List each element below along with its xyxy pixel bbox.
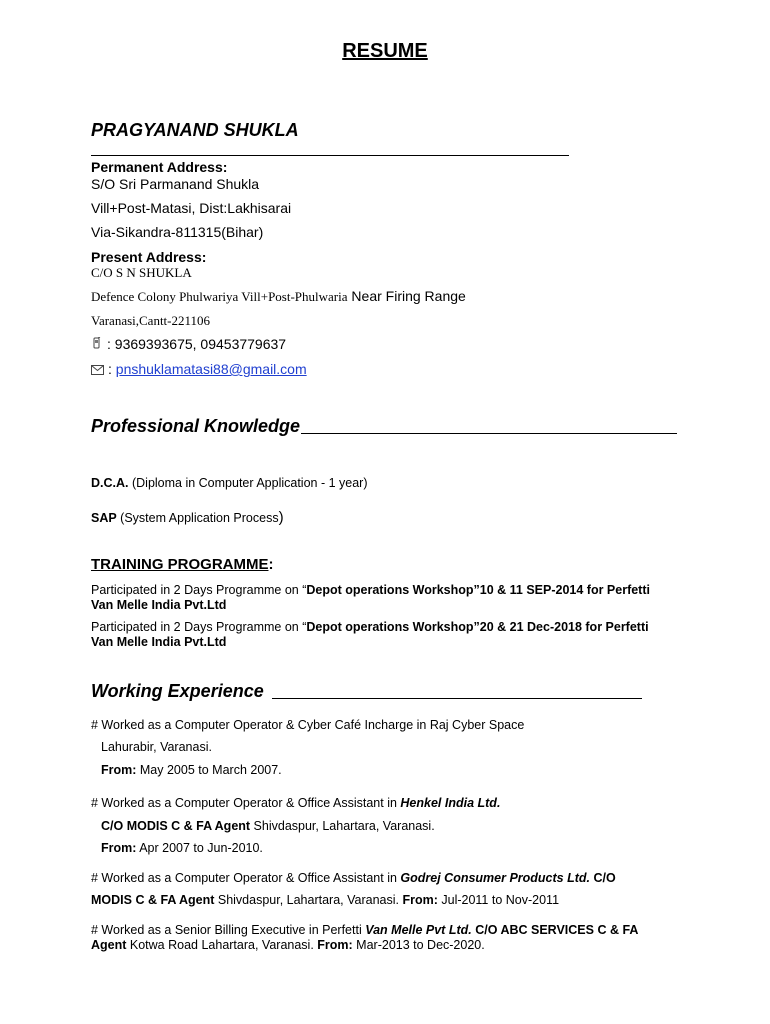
training-item-bold: Depot operations Workshop”20 & 21 Dec-2018 for Perfetti [306,620,649,634]
job-location: Shivdaspur, Lahartara, Varanasi. [250,819,435,833]
training-item-pre: Participated in 2 Days Programme on “ [91,583,307,597]
training-item-bold: Depot operations Workshop”10 & 11 SEP-2014 for Perfetti [306,583,650,597]
job-location: Shivdaspur, Lahartara, Varanasi. [214,893,403,907]
job-line [91,871,616,885]
job-company: Henkel India Ltd. [400,796,501,810]
present-address-line-rest: Near Firing Range [347,288,466,304]
knowledge-abbr: SAP [91,511,117,525]
permanent-address-line: S/O Sri Parmanand Shukla [91,176,260,192]
section-rule [272,698,642,699]
training-heading [91,556,274,573]
present-address-label: Present Address: [91,249,207,265]
job-company: Van Melle Pvt Ltd. [365,923,472,937]
knowledge-item [91,476,368,490]
knowledge-desc: (Diploma in Computer Application - 1 year) [128,476,368,490]
job-dates [101,763,282,777]
name-divider [91,155,569,156]
resume-title: RESUME [342,40,428,62]
from-value: May 2005 to March 2007. [136,763,282,777]
job-line: # Worked as a Computer Operator & Cyber Café Incharge in Raj Cyber Space [91,718,525,732]
permanent-address-line: Vill+Post-Matasi, Dist:Lakhisarai [91,200,292,216]
job-dates [101,841,263,855]
present-address-line [91,288,466,306]
candidate-name: PRAGYANAND SHUKLA [91,120,299,140]
job-line [91,796,500,810]
knowledge-item [91,509,284,526]
training-heading-text: TRAINING PROGRAMME [91,556,269,573]
job-agent: C/O MODIS C & FA Agent [101,819,251,833]
present-address-line: C/O S N SHUKLA [91,265,192,280]
from-value: Apr 2007 to Jun-2010. [136,841,263,855]
job-co-tail: C/O [590,871,616,885]
knowledge-tail: ) [278,509,284,526]
job-co-tail: C/O ABC SERVICES C & FA [471,923,639,937]
from-label: From: [402,893,438,907]
email-row [91,361,307,378]
working-experience-heading: Working Experience [91,681,264,701]
phone-row [91,336,286,354]
email-link[interactable]: pnshuklamatasi88@gmail.com [115,361,307,377]
training-item [91,620,649,634]
job-line: Lahurabir, Varanasi. [101,740,212,754]
section-rule [301,433,677,434]
job-line [91,923,638,937]
envelope-icon [91,362,104,378]
job-agent: Agent [91,938,127,952]
phone-icon [91,337,103,354]
permanent-address-line: Via-Sikandra-811315(Bihar) [91,224,264,240]
email-prefix: : [108,361,116,377]
job-agent: MODIS C & FA Agent [91,893,215,907]
knowledge-abbr: D.C.A. [91,476,129,490]
training-item-line2: Van Melle India Pvt.Ltd [91,635,227,649]
from-label: From: [101,841,137,855]
permanent-address-label: Permanent Address: [91,159,228,175]
from-value: Mar-2013 to Dec-2020. [352,938,485,952]
professional-knowledge-heading: Professional Knowledge [91,416,301,436]
training-heading-colon: : [268,556,274,573]
training-item-line2: Van Melle India Pvt.Ltd [91,598,227,612]
job-company: Godrej Consumer Products Ltd. [400,871,591,885]
job-line [101,819,435,833]
present-address-line-serif: Defence Colony Phulwariya Vill+Post-Phulwaria [91,289,348,304]
from-label: From: [101,763,137,777]
from-label: From: [317,938,353,952]
job-line [91,938,485,952]
job-desc: # Worked as a Computer Operator & Office Assistant in [91,871,401,885]
job-line [91,893,559,907]
training-item [91,583,650,597]
job-desc: # Worked as a Computer Operator & Office Assistant in [91,796,401,810]
phone-numbers: : 9369393675, 09453779637 [107,336,287,352]
knowledge-desc: (System Application Process [116,511,279,525]
training-item-pre: Participated in 2 Days Programme on “ [91,620,307,634]
from-value: Jul-2011 to Nov-2011 [437,893,560,907]
job-desc: # Worked as a Senior Billing Executive in Perfetti [91,923,366,937]
job-location: Kotwa Road Lahartara, Varanasi. [126,938,318,952]
present-address-line: Varanasi,Cantt-221106 [91,313,211,328]
